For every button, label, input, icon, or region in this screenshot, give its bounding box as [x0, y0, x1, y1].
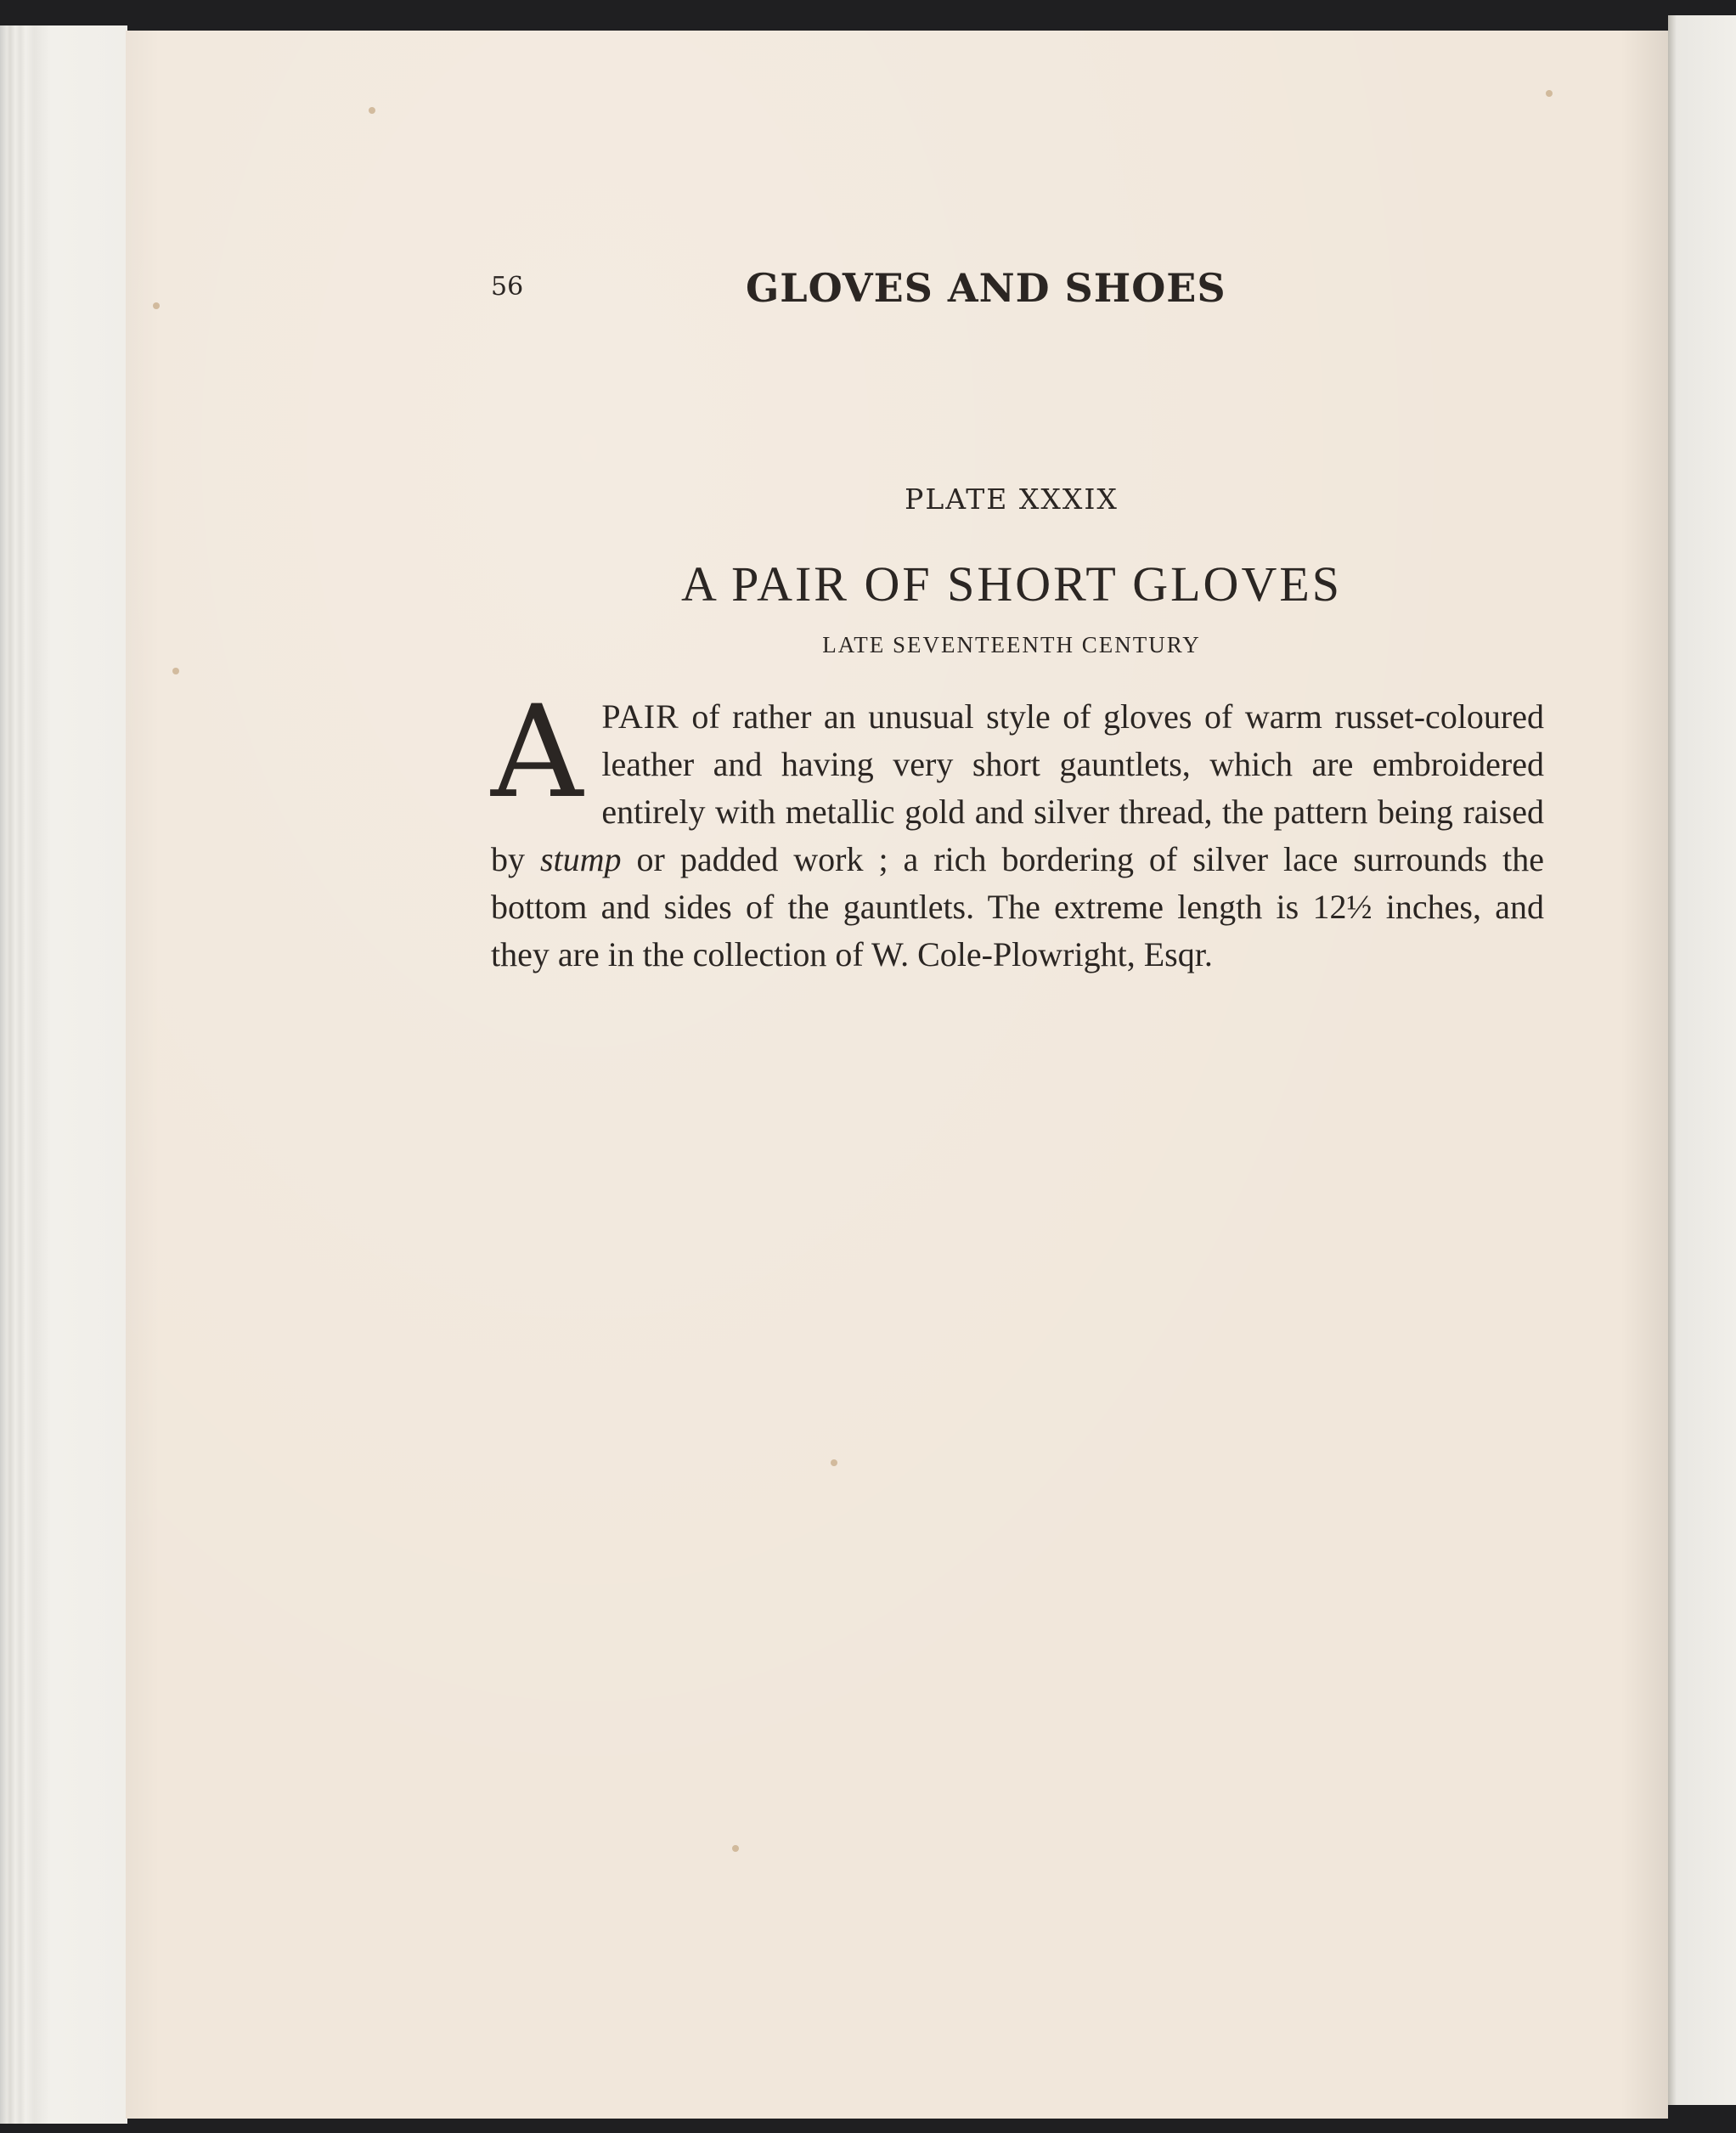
paper-speck: [1546, 90, 1553, 97]
facing-page-edge: [1668, 15, 1736, 2105]
stacked-page-edges: [0, 25, 127, 2124]
plate-title: A PAIR OF SHORT GLOVES: [680, 556, 1343, 612]
paper-speck: [732, 1845, 739, 1852]
plate-subtitle: LATE SEVENTEENTH CENTURY: [822, 632, 1201, 657]
paper-speck: [172, 668, 179, 674]
running-title: GLOVES AND SHOES: [746, 265, 1226, 311]
opening-caps: PAIR: [601, 697, 679, 736]
body-paragraph: [491, 679, 1545, 979]
book-page: [126, 31, 1668, 2119]
body-text-part-2: or padded work ; a rich bordering of silver lace surrounds the bottom and sides of the gauntlets. The extreme length is 12½ inches, and they are in the collection of W. Cole-Plowright, Esqr.: [491, 840, 1545, 973]
drop-cap: A: [491, 679, 583, 827]
paper-speck: [831, 1459, 837, 1466]
paper-speck: [369, 107, 375, 114]
italic-term: stump: [539, 840, 622, 878]
running-head: [491, 234, 1400, 311]
paper-speck: [153, 302, 160, 309]
body-text-part-1: of rather an unusual style of gloves of warm russet-coloured leather and having very short gauntlets, which are embroidered entirely with metallic gold and silver thread, the pattern being raised by: [491, 697, 1544, 878]
page-number: 56: [491, 272, 524, 302]
plate-label: PLATE XXXIX: [905, 482, 1119, 516]
